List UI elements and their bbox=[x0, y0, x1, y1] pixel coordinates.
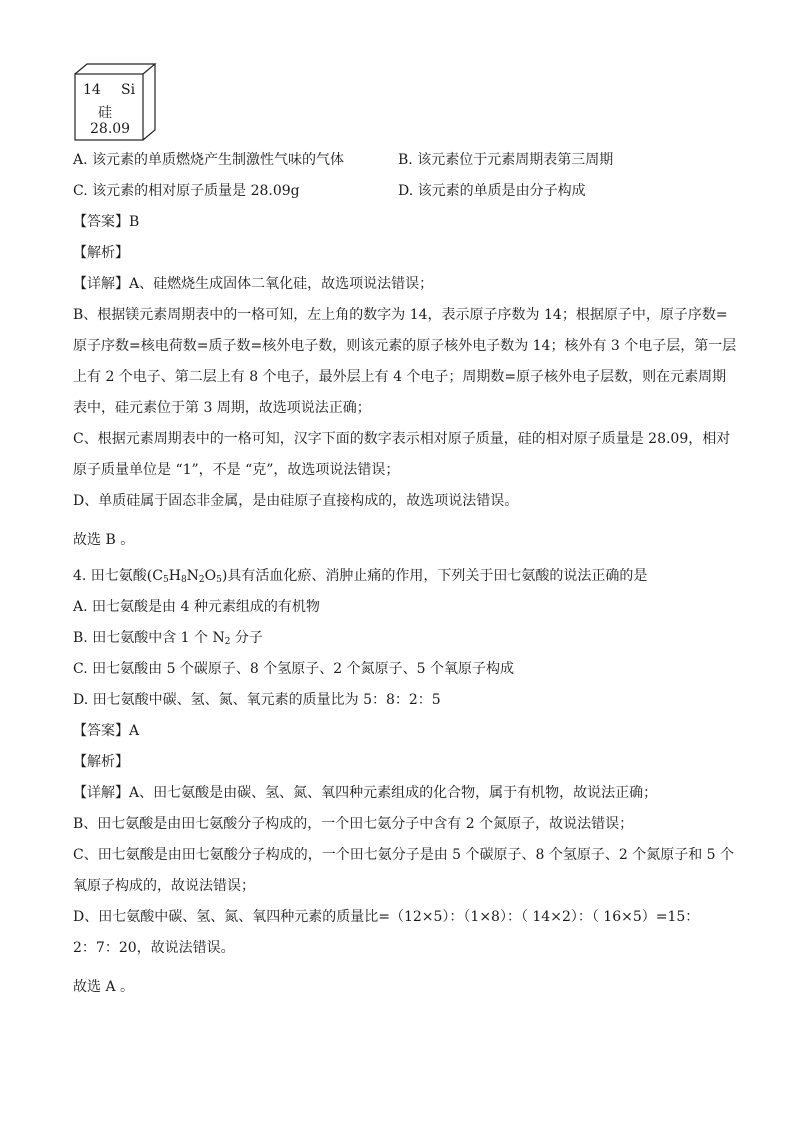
q3-detail-line: B、根据镁元素周期表中的一格可知，左上角的数字为 14，表示原子序数为 14；根据原子中，原子序数= bbox=[73, 307, 728, 323]
formula-sub: 5 bbox=[216, 575, 222, 585]
element-name: 硅 bbox=[98, 105, 112, 121]
q3-detail-line: 原子质量单位是 “1”，不是 “克”，故选项说法错误； bbox=[73, 462, 400, 478]
q4-detail-line: D、田七氨酸中碳、氢、氮、氧四种元素的质量比=（12×5）：（1×8）：（ 14×2）：（ 16×5）=15： bbox=[73, 909, 700, 925]
q4-option-c: C. 田七氨酸由 5 个碳原子、8 个氢原子、2 个氮原子、5 个氧原子构成 bbox=[73, 661, 514, 677]
formula-el: N bbox=[186, 568, 199, 584]
q4-answer: 【答案】A bbox=[73, 723, 140, 739]
q4-stem-end: )具有活血化瘀、消肿止痛的作用，下列关于田七氨酸的说法正确的是 bbox=[221, 568, 648, 584]
q3-answer: 【答案】B bbox=[73, 214, 140, 230]
formula-sub: 2 bbox=[198, 575, 205, 585]
q4-detail-line: 氧原子构成的，故说法错误； bbox=[73, 878, 255, 894]
q4-option-d: D. 田七氨酸中碳、氢、氮、氧元素的质量比为 5：8：2：5 bbox=[73, 692, 441, 708]
q4-detail-line: 【详解】A、田七氨酸是由碳、氢、氮、氧四种元素组成的化合物，属于有机物，故说法正确； bbox=[73, 785, 658, 801]
q3-option-d: D. 该元素的单质是由分子构成 bbox=[398, 183, 586, 199]
q4-option-a: A. 田七氨酸是由 4 种元素组成的有机物 bbox=[73, 599, 320, 615]
q3-conclusion: 故选 B 。 bbox=[73, 532, 135, 548]
q3-option-a: A. 该元素的单质燃烧产生制激性气味的气体 bbox=[73, 152, 345, 168]
formula-sub: 5 bbox=[162, 575, 169, 585]
q4-stem-start: 4. 田七氨酸(C bbox=[73, 568, 163, 584]
q4-detail-line: 2：7：20，故说法错误。 bbox=[73, 940, 235, 956]
atomic-mass: 28.09 bbox=[90, 121, 131, 137]
q3-option-b: B. 该元素位于元素周期表第三周期 bbox=[398, 152, 614, 168]
q3-detail-line: 上有 2 个电子、第二层上有 8 个电子，最外层上有 4 个电子；周期数=原子核外电子层数，则在元素周期 bbox=[73, 369, 727, 385]
q3-detail-line: C、根据元素周期表中的一格可知，汉字下面的数字表示相对原子质量，硅的相对原子质量是 28.09，相对 bbox=[73, 431, 731, 447]
formula-el: O bbox=[204, 568, 217, 584]
formula-sub: 8 bbox=[180, 575, 187, 585]
q4-conclusion: 故选 A 。 bbox=[73, 979, 135, 995]
q3-option-c: C. 该元素的相对原子质量是 28.09g bbox=[73, 183, 300, 199]
atomic-number: 14 bbox=[83, 82, 101, 98]
q4-option-b bbox=[73, 628, 733, 648]
q3-detail-line: 【详解】A、硅燃烧生成固体二氧化硅，故选项说法错误； bbox=[73, 276, 434, 292]
q4-detail-line: B、田七氨酸是由田七氨酸分子构成的，一个田七氨分子中含有 2 个氮原子，故说法错误； bbox=[73, 816, 634, 832]
q3-detail-line: D、单质硅属于固态非金属，是由硅原子直接构成的，故选项说法错误。 bbox=[73, 493, 519, 509]
q3-analysis-heading: 【解析】 bbox=[73, 245, 129, 261]
q3-detail-line: 表中，硅元素位于第 3 周期，故选项说法正确； bbox=[73, 400, 371, 416]
q4-stem bbox=[73, 566, 733, 586]
q3-detail-line: 原子序数=核电荷数=质子数=核外电子数，则该元素的原子核外电子数为 14；核外有 3 个电子层，第一层 bbox=[73, 338, 737, 354]
q4-detail-line: C、田七氨酸是由田七氨酸分子构成的，一个田七氨分子是由 5 个碳原子、8 个氢原子、2 个氮原子和 5 个 bbox=[73, 847, 735, 863]
q4-analysis-heading: 【解析】 bbox=[73, 754, 129, 770]
element-symbol: Si bbox=[121, 82, 136, 98]
formula-sub: 2 bbox=[224, 637, 231, 647]
formula-el: H bbox=[168, 568, 181, 584]
q4-option-b-text-end: 分子 bbox=[230, 630, 263, 646]
q4-option-b-text: B. 田七氨酸中含 1 个 N bbox=[73, 630, 225, 646]
element-cell bbox=[73, 62, 157, 142]
